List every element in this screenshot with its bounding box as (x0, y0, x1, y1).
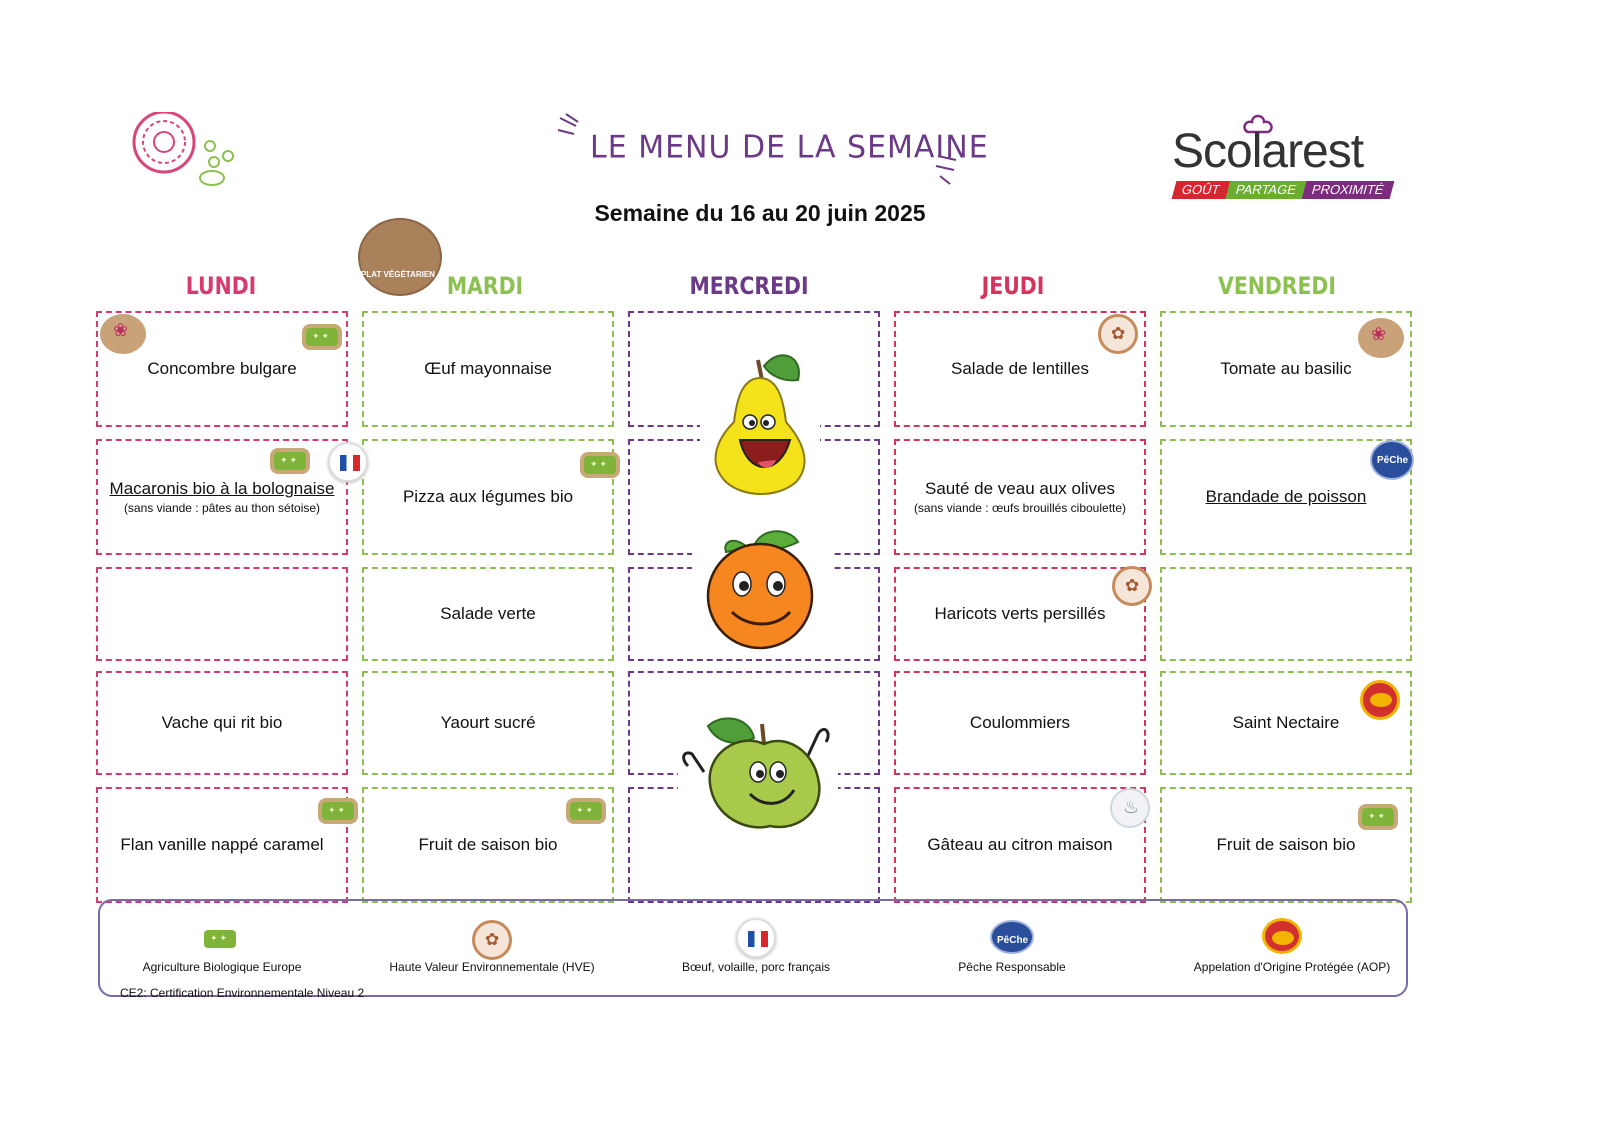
dish-name: Tomate au basilic (1220, 359, 1352, 378)
peche-icon (990, 920, 1034, 954)
dish-name[interactable]: Brandade de poisson (1205, 487, 1367, 506)
menu-cell-mardi-plat (362, 439, 614, 555)
legend-label-aop: Appelation d'Origine Protégée (AOP) (1193, 960, 1391, 974)
fresh-produce-icon (1358, 318, 1404, 358)
dishes-decoration-icon (130, 112, 240, 192)
legend-label-hve: Haute Valeur Environnementale (HVE) (389, 960, 595, 974)
menu-cell-mardi-laitage (362, 671, 614, 775)
dish-note: (sans viande : œufs brouillés ciboulette) (913, 501, 1127, 515)
dish-name: Yaourt sucré (440, 713, 536, 732)
brand-tagline (1174, 181, 1391, 199)
dish-name: Salade verte (440, 604, 536, 623)
aop-icon (1360, 680, 1400, 720)
menu-cell-mardi-entree (362, 311, 614, 427)
legend-ce2-note: CE2: Certification Environnementale Niveau 2 (120, 986, 365, 1000)
title-decoration-left-icon (556, 112, 586, 147)
dish-name: Pizza aux légumes bio (402, 487, 574, 506)
dish-name[interactable]: Macaronis bio à la bolognaise (109, 479, 335, 498)
tagline-partage: PARTAGE (1225, 181, 1306, 199)
legend-label-fr: Bœuf, volaille, porc français (681, 960, 831, 974)
hve-icon (1112, 566, 1152, 606)
hve-icon (472, 920, 512, 960)
dish-name: Gâteau au citron maison (927, 835, 1113, 854)
dish-name: Concombre bulgare (147, 359, 297, 378)
french-flag-icon (328, 442, 368, 482)
dish-name: Fruit de saison bio (418, 835, 558, 854)
legend-label-bio: Agriculture Biologique Europe (142, 960, 302, 974)
dish-note: (sans viande : pâtes au thon sétoise) (123, 501, 321, 515)
bio-icon (270, 448, 310, 474)
legend-label-peche: Pêche Responsable (958, 960, 1066, 974)
dish-name: Fruit de saison bio (1216, 835, 1356, 854)
menu-cell-vendredi-accompagnement (1160, 567, 1412, 661)
title-decoration-right-icon (934, 152, 964, 191)
bio-icon (580, 452, 620, 478)
brand-name: Scolarest (1172, 125, 1364, 178)
tagline-gout: GOÛT (1172, 181, 1230, 199)
dish-name: Œuf mayonnaise (424, 359, 552, 378)
week-subtitle: Semaine du 16 au 20 juin 2025 (594, 200, 926, 226)
tagline-proximite: PROXIMITÉ (1301, 181, 1393, 199)
dish-name: Saint Nectaire (1232, 713, 1340, 732)
day-header-lundi: LUNDI (185, 272, 257, 300)
bio-icon (302, 324, 342, 350)
vegetarian-badge-label: PLAT VÉGÉTARIEN (361, 270, 435, 279)
day-header-vendredi: VENDREDI (1218, 272, 1336, 300)
dish-name: Haricots verts persillés (934, 604, 1106, 623)
fresh-produce-icon (100, 314, 146, 354)
orange-mascot (692, 528, 832, 652)
bio-icon (566, 798, 606, 824)
menu-cell-jeudi-accompagnement (894, 567, 1146, 661)
aop-icon (1262, 918, 1302, 954)
dish-name: Coulommiers (969, 713, 1071, 732)
dish-name: Vache qui rit bio (161, 713, 283, 732)
french-flag-icon (736, 918, 776, 958)
hve-icon (1098, 314, 1138, 354)
dish-name: Flan vanille nappé caramel (120, 835, 324, 854)
dish-name: Sauté de veau aux olives (925, 479, 1115, 498)
menu-cell-jeudi-laitage (894, 671, 1146, 775)
menu-cell-lundi-laitage (96, 671, 348, 775)
apple-mascot (678, 714, 838, 832)
pear-mascot (700, 346, 820, 496)
bio-icon (200, 926, 240, 952)
bio-icon (1358, 804, 1398, 830)
menu-cell-jeudi-dessert (894, 787, 1146, 903)
menu-cell-lundi-accompagnement (96, 567, 348, 661)
peche-icon (1370, 440, 1414, 480)
bio-icon (318, 798, 358, 824)
dish-name: Salade de lentilles (951, 359, 1089, 378)
day-header-mardi: MARDI (446, 272, 524, 300)
menu-cell-lundi-dessert (96, 787, 348, 903)
homemade-chef-icon (1110, 788, 1150, 828)
menu-cell-mardi-accompagnement (362, 567, 614, 661)
menu-cell-jeudi-plat (894, 439, 1146, 555)
day-header-jeudi: JEUDI (981, 272, 1045, 300)
day-header-mercredi: MERCREDI (689, 272, 809, 300)
menu-cell-lundi-plat (96, 439, 348, 555)
page-title: LE MENU DE LA SEMAINE (590, 129, 989, 166)
